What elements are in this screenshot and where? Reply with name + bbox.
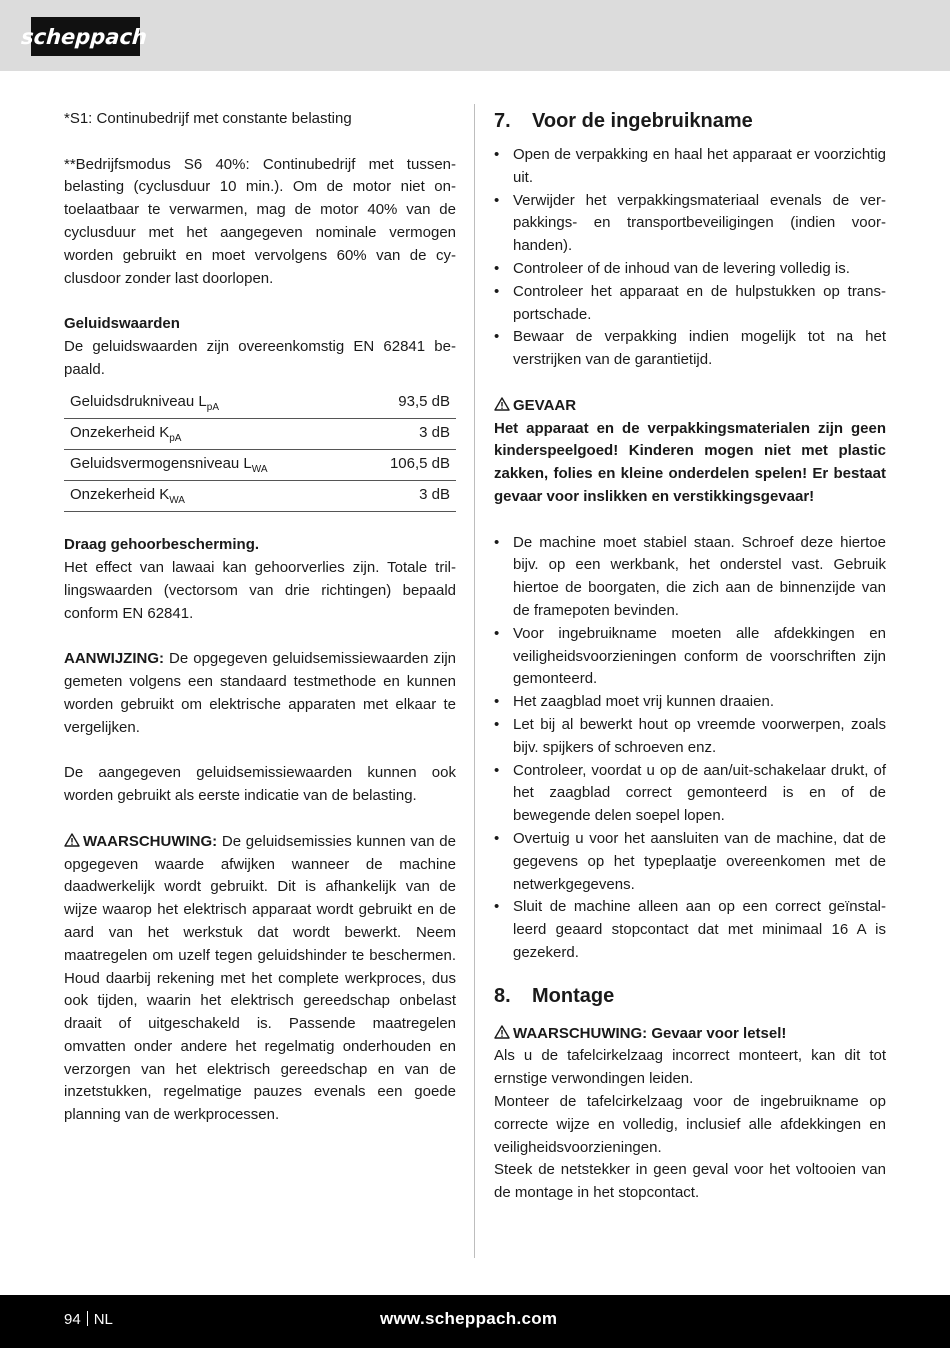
noise-sub: pA (169, 433, 182, 445)
s1-note: *S1: Continubedrijf met constante belasting (64, 110, 352, 127)
noise-label: Geluidsdrukniveau L (70, 393, 207, 411)
table-row (64, 388, 456, 419)
website-link[interactable]: www.scheppach.com (380, 1309, 558, 1328)
noise-table (64, 388, 456, 512)
noise-sub: WA (251, 464, 268, 476)
hearing-heading: Draag gehoorbescherming. (64, 536, 260, 554)
noise-label: Onzekerheid K (70, 486, 170, 504)
section-7-title: Voor de ingebruikname (532, 110, 753, 132)
left-column (64, 108, 456, 1127)
note-paragraph (64, 648, 456, 739)
section-8-heading (494, 983, 886, 1009)
noise-label: Onzekerheid K (70, 424, 170, 442)
warning-triangle-icon (494, 1025, 510, 1039)
hearing-text: Het effect van lawaai kan gehoorverlies zijn. Totale trillingswaarden (vectorsom van drie richtingen) bepaald conform EN 62841. (64, 559, 456, 622)
setup-list (494, 532, 886, 965)
warning-label: WAARSCHUWING: (83, 832, 218, 850)
noise-heading: Geluidswaarden (64, 315, 180, 333)
noise-value: 3 dB (356, 418, 456, 449)
list-item: • Sluit de machine alleen aan op een correct geïnstalleerd geaard stopcontact dat met minimaal 16 A is gezekerd. (494, 896, 886, 964)
list-item: • Controleer het apparaat en de hulpstukken op transportschade. (494, 281, 886, 327)
noise-intro: De geluidswaarden zijn overeenkomstig EN 62841 bepaald. (64, 337, 456, 378)
list-item: • Open de verpakking en haal het apparaat er voorzichtig uit. (494, 144, 886, 190)
section-7-heading (494, 108, 886, 134)
list-item: • Controleer, voordat u op de aan/uit-schakelaar drukt, of het zaagblad correct gemonteerd is en of de bewegende delen soepel lopen. (494, 760, 886, 828)
mount-paragraph-1: Als u de tafelcirkelzaag incorrect monteert, kan dit tot ernstige verwondingen leiden. (494, 1047, 886, 1088)
noise-sub: WA (169, 495, 185, 507)
noise-sub: pA (206, 402, 219, 414)
scheppach-logo (20, 17, 148, 56)
s6-note: **Bedrijfsmodus S6 40%: Continubedrijf met tussenbelasting (cyclusduur 10 min.). Om de motor niet ontoelaatbaar te verwarmen, mag de motor 40% van de cyclusduur met het aangegeven nominale vermogen worden gebruikt en moet vervolgens 60% van de cyclusdoor zonder last doorlopen. (64, 155, 456, 287)
page-number (64, 1311, 113, 1328)
list-item: • Bewaar de verpakking indien mogelijk tot na het verstrijken van de garantietijd. (494, 326, 886, 372)
indication-paragraph: De aangegeven geluidsemissiewaarden kunnen ook worden gebruikt als eerste indicatie van de belasting. (64, 764, 456, 805)
mount-warning-label: WAARSCHUWING: Gevaar voor letsel! (513, 1024, 787, 1042)
list-item: • Overtuig u voor het aansluiten van de machine, dat de gegevens op het typeplaatje overeenkomen met de netwerkgegevens. (494, 828, 886, 896)
noise-value: 93,5 dB (356, 388, 456, 419)
table-row (64, 449, 456, 480)
page-footer (0, 1295, 950, 1348)
footer-separator (87, 1311, 88, 1326)
noise-value: 3 dB (356, 480, 456, 511)
danger-label: GEVAAR (513, 396, 577, 414)
logo-text: scheppach (20, 24, 148, 49)
danger-text: Het apparaat en de verpakkingsmaterialen zijn geen kinderspeelgoed! Kinderen mogen niet met plastic zakken, folies en kleine onderdelen spelen! Er bestaat gevaar voor inslikken en verstikkingsgevaar! (494, 419, 886, 505)
list-item: • De machine moet stabiel staan. Schroef deze hiertoe bijv. op een werkbank, het onderstel vast. Gebruik hiertoe de boorgaten, die zich aan de binnenzijde van de framepoten bevinden. (494, 532, 886, 623)
list-item: • Voor ingebruikname moeten alle afdekkingen en veiligheidsvoorzieningen conform de voorschriften zijn gemonteerd. (494, 623, 886, 691)
warning-triangle-icon (64, 833, 80, 847)
table-row (64, 418, 456, 449)
unpack-list (494, 144, 886, 372)
page-number-value: 94 (64, 1311, 81, 1328)
note-text: De opgegeven geluidsemissiewaarden zijn gemeten volgens een standaard testmethode en kunnen worden gebruikt om elektrische apparaten met elkaar te vergelijken. (64, 650, 456, 736)
language-code: NL (93, 1311, 113, 1328)
section-8-title: Montage (532, 984, 615, 1007)
right-column (494, 108, 886, 1205)
note-label: AANWIJZING: (64, 650, 164, 668)
warning-triangle-icon (494, 397, 510, 411)
table-row (64, 480, 456, 511)
noise-label: Geluidsvermogensniveau L (70, 455, 252, 473)
danger-heading (494, 395, 886, 418)
list-item: • Controleer of de inhoud van de levering volledig is. (494, 258, 886, 281)
list-item: • Let bij al bewerkt hout op vreemde voorwerpen, zoals bijv. spijkers of schroeven enz. (494, 714, 886, 760)
list-item: • Het zaagblad moet vrij kunnen draaien. (494, 691, 886, 714)
warning-text: De geluidsemissies kunnen van de opgegeven waarde afwijken wanneer de machine daadwerkelijk wordt gebruikt. Dit is afhankelijk van de wijze waarop het elektrisch apparaat wordt gebruikt en de aard van het werkstuk dat wordt bewerkt. Neem maatregelen om uzelf tegen geluidshinder te beschermen. Houd daarbij rekening met het complete werkproces, dus ook tijden, waarin het elektrisch gereedschap onbelast draait of uitgeschakeld is. Passende maatregelen omvatten onder andere het regelmatig onderhouden en verzorgen van het elektrisch gereedschap en van de inzetstukken, regelmatige pauzes evenals een goede planning van de werkprocessen. (64, 832, 456, 1124)
list-item: • Verwijder het verpakkingsmateriaal evenals de verpakkings- en transportbeveiligingen (indien voorhanden). (494, 190, 886, 258)
section-8-number: 8. (494, 984, 511, 1007)
warning-paragraph (64, 831, 456, 1127)
mount-warning-heading (494, 1023, 886, 1046)
column-divider (474, 104, 475, 1258)
noise-value: 106,5 dB (356, 449, 456, 480)
page-header (0, 0, 950, 71)
mount-paragraph-2: Monteer de tafelcirkelzaag voor de ingebruikname op correcte wijze en volledig, inclusief alle afdekkingen en veiligheidsvoorzieningen. (494, 1093, 886, 1156)
mount-paragraph-3: Steek de netstekker in geen geval voor het voltooien van de montage in het stopcontact. (494, 1161, 886, 1202)
section-7-number: 7. (494, 110, 511, 132)
